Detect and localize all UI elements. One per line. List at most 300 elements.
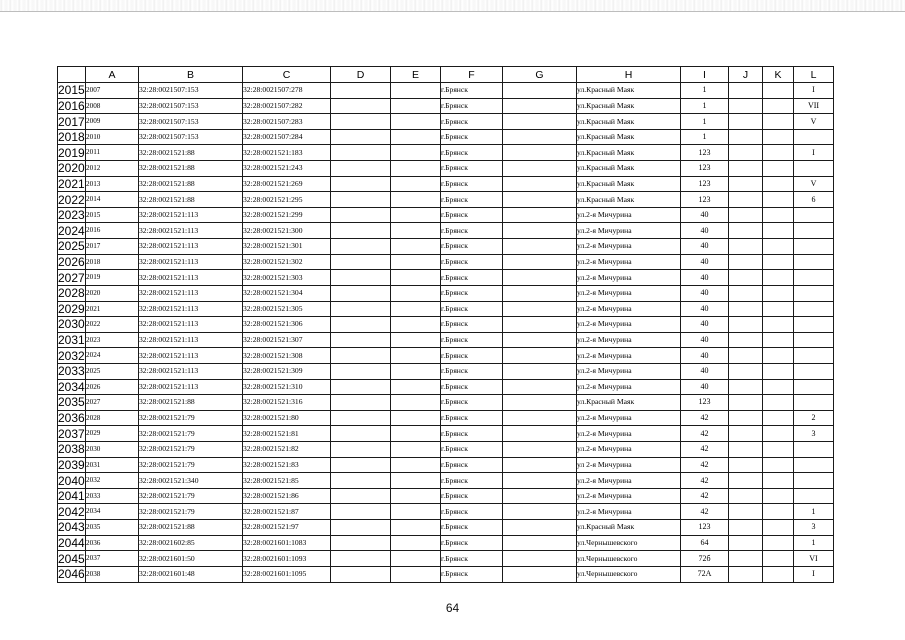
row-number: 2037 [58, 426, 85, 441]
cell-index: 2013 [86, 176, 139, 192]
cell-k [763, 254, 794, 270]
cell-k [763, 488, 794, 504]
cell-object-number: 32:28:0021521:97 [243, 520, 331, 536]
cell-street: ул.2-я Мичурина [577, 442, 681, 458]
cell-k [763, 239, 794, 255]
cell-k [763, 223, 794, 239]
table-row [58, 223, 834, 239]
cell-g [503, 395, 577, 411]
cell-house: 123 [681, 520, 729, 536]
cell-l [794, 254, 834, 270]
cell-d [331, 348, 391, 364]
cell-object-number: 32:28:0021521:303 [243, 270, 331, 286]
cell-street: ул.Красный Маяк [577, 176, 681, 192]
column-header-corner [58, 67, 86, 83]
column-header-c: C [243, 67, 331, 83]
table-body [58, 83, 834, 583]
cell-object-number: 32:28:0021521:300 [243, 223, 331, 239]
cell-g [503, 473, 577, 489]
cell-d [331, 239, 391, 255]
cell-street: ул.Чернышевского [577, 551, 681, 567]
cell-j [729, 285, 763, 301]
cell-parcel-number: 32:28:0021521:79 [139, 457, 243, 473]
cell-object-number: 32:28:0021521:307 [243, 332, 331, 348]
cell-d [331, 145, 391, 161]
cell-house: 123 [681, 176, 729, 192]
cell-d [331, 129, 391, 145]
row-number: 2038 [58, 442, 85, 457]
cell-parcel-number: 32:28:0021521:113 [139, 332, 243, 348]
table-row [58, 207, 834, 223]
cell-e [391, 410, 441, 426]
cell-index: 2012 [86, 161, 139, 177]
cell-j [729, 129, 763, 145]
cell-j [729, 520, 763, 536]
cell-street: ул.2-я Мичурина [577, 223, 681, 239]
cell-k [763, 98, 794, 114]
cell-parcel-number: 32:28:0021507:153 [139, 114, 243, 130]
cell-parcel-number: 32:28:0021521:79 [139, 504, 243, 520]
cell-j [729, 317, 763, 333]
cell-l: 1 [794, 535, 834, 551]
cell-e [391, 535, 441, 551]
cell-d [331, 332, 391, 348]
cell-g [503, 129, 577, 145]
cell-object-number: 32:28:0021507:278 [243, 83, 331, 99]
cell-j [729, 83, 763, 99]
cell-g [503, 207, 577, 223]
cell-street: ул.2-я Мичурина [577, 426, 681, 442]
cell-e [391, 176, 441, 192]
cell-d [331, 566, 391, 582]
cell-j [729, 504, 763, 520]
cell-index: 2022 [86, 317, 139, 333]
cell-j [729, 395, 763, 411]
cell-index: 2009 [86, 114, 139, 130]
cell-index: 2027 [86, 395, 139, 411]
cell-object-number: 32:28:0021521:308 [243, 348, 331, 364]
cell-e [391, 145, 441, 161]
row-number: 2031 [58, 333, 85, 348]
cell-index: 2019 [86, 270, 139, 286]
cell-city: г.Брянск [441, 83, 503, 99]
cell-object-number: 32:28:0021507:282 [243, 98, 331, 114]
cell-d [331, 223, 391, 239]
cell-j [729, 363, 763, 379]
cell-g [503, 551, 577, 567]
cell-d [331, 161, 391, 177]
column-header-g: G [503, 67, 577, 83]
cell-house: 64 [681, 535, 729, 551]
row-number: 2016 [58, 98, 85, 113]
cell-l [794, 239, 834, 255]
cell-object-number: 32:28:0021521:80 [243, 410, 331, 426]
cell-city: г.Брянск [441, 379, 503, 395]
cell-house: 1 [681, 114, 729, 130]
cell-g [503, 317, 577, 333]
cell-object-number: 32:28:0021507:283 [243, 114, 331, 130]
cell-l: 2 [794, 410, 834, 426]
cell-house: 42 [681, 504, 729, 520]
cell-street: ул.Красный Маяк [577, 192, 681, 208]
cell-street: ул.2-я Мичурина [577, 504, 681, 520]
cell-l: I [794, 145, 834, 161]
cell-l: 3 [794, 520, 834, 536]
cell-city: г.Брянск [441, 551, 503, 567]
cell-d [331, 395, 391, 411]
table-row [58, 348, 834, 364]
cell-k [763, 270, 794, 286]
cell-city: г.Брянск [441, 114, 503, 130]
table-row [58, 317, 834, 333]
cell-index: 2032 [86, 473, 139, 489]
cell-e [391, 457, 441, 473]
cell-k [763, 83, 794, 99]
cell-city: г.Брянск [441, 348, 503, 364]
column-header-b: B [139, 67, 243, 83]
table-row [58, 504, 834, 520]
cell-street: ул.2-я Мичурина [577, 332, 681, 348]
cell-j [729, 566, 763, 582]
cell-street: ул.Красный Маяк [577, 83, 681, 99]
cell-j [729, 488, 763, 504]
cell-index: 2014 [86, 192, 139, 208]
cell-parcel-number: 32:28:0021521:88 [139, 395, 243, 411]
cell-index: 2036 [86, 535, 139, 551]
cell-l: I [794, 83, 834, 99]
cell-street: ул.2-я Мичурина [577, 410, 681, 426]
cell-house: 40 [681, 332, 729, 348]
cell-city: г.Брянск [441, 473, 503, 489]
cell-house: 72А [681, 566, 729, 582]
cell-object-number: 32:28:0021521:183 [243, 145, 331, 161]
cell-k [763, 363, 794, 379]
row-number: 2018 [58, 130, 85, 145]
cell-street: ул.2-я Мичурина [577, 285, 681, 301]
cell-parcel-number: 32:28:0021507:153 [139, 129, 243, 145]
cell-j [729, 223, 763, 239]
table-row [58, 83, 834, 99]
cell-city: г.Брянск [441, 566, 503, 582]
row-number: 2025 [58, 239, 85, 254]
table-row [58, 176, 834, 192]
cell-index: 2007 [86, 83, 139, 99]
cell-e [391, 488, 441, 504]
cell-k [763, 176, 794, 192]
cell-d [331, 535, 391, 551]
cell-parcel-number: 32:28:0021521:79 [139, 426, 243, 442]
cell-house: 42 [681, 426, 729, 442]
cell-d [331, 473, 391, 489]
row-number: 2039 [58, 457, 85, 472]
cell-d [331, 301, 391, 317]
cell-j [729, 145, 763, 161]
cell-l [794, 129, 834, 145]
cell-e [391, 129, 441, 145]
cell-g [503, 285, 577, 301]
cell-g [503, 566, 577, 582]
page-number: 64 [445, 601, 460, 615]
cell-parcel-number: 32:28:0021521:88 [139, 520, 243, 536]
cell-house: 40 [681, 254, 729, 270]
cell-l: 1 [794, 504, 834, 520]
cell-house: 42 [681, 473, 729, 489]
cell-street: ул.Красный Маяк [577, 129, 681, 145]
column-header-l: L [794, 67, 834, 83]
row-number: 2041 [58, 489, 85, 504]
row-number: 2040 [58, 473, 85, 488]
cell-object-number: 32:28:0021521:310 [243, 379, 331, 395]
table-row [58, 161, 834, 177]
table-row [58, 410, 834, 426]
cell-g [503, 442, 577, 458]
table-row [58, 473, 834, 489]
cell-e [391, 332, 441, 348]
cell-k [763, 332, 794, 348]
cell-parcel-number: 32:28:0021521:340 [139, 473, 243, 489]
cell-street: ул.2-я Мичурина [577, 239, 681, 255]
cell-e [391, 270, 441, 286]
cell-l [794, 223, 834, 239]
table-row [58, 442, 834, 458]
table-row [58, 363, 834, 379]
cell-g [503, 504, 577, 520]
cell-k [763, 473, 794, 489]
cell-d [331, 176, 391, 192]
cell-l [794, 457, 834, 473]
cell-object-number: 32:28:0021521:302 [243, 254, 331, 270]
row-number: 2029 [58, 301, 85, 316]
cell-l [794, 332, 834, 348]
cell-l: I [794, 566, 834, 582]
table-row [58, 566, 834, 582]
column-header-f: F [441, 67, 503, 83]
cell-e [391, 551, 441, 567]
cell-house: 40 [681, 239, 729, 255]
cell-index: 2020 [86, 285, 139, 301]
cell-k [763, 301, 794, 317]
cell-j [729, 301, 763, 317]
cell-index: 2026 [86, 379, 139, 395]
cell-parcel-number: 32:28:0021602:85 [139, 535, 243, 551]
cell-j [729, 332, 763, 348]
cell-l [794, 363, 834, 379]
cell-index: 2035 [86, 520, 139, 536]
cell-city: г.Брянск [441, 161, 503, 177]
cell-l [794, 301, 834, 317]
table-row [58, 98, 834, 114]
cell-street: ул.Чернышевского [577, 535, 681, 551]
cell-house: 40 [681, 223, 729, 239]
cell-d [331, 317, 391, 333]
cell-object-number: 32:28:0021521:299 [243, 207, 331, 223]
table-row [58, 145, 834, 161]
cell-parcel-number: 32:28:0021521:113 [139, 348, 243, 364]
cell-k [763, 426, 794, 442]
cell-d [331, 379, 391, 395]
cell-city: г.Брянск [441, 207, 503, 223]
cell-e [391, 379, 441, 395]
table-row [58, 395, 834, 411]
cell-city: г.Брянск [441, 129, 503, 145]
cell-d [331, 207, 391, 223]
cell-g [503, 488, 577, 504]
cell-e [391, 473, 441, 489]
cell-street: ул.2-я Мичурина [577, 379, 681, 395]
cell-house: 72б [681, 551, 729, 567]
cell-g [503, 363, 577, 379]
cell-l [794, 395, 834, 411]
cell-k [763, 395, 794, 411]
cell-g [503, 176, 577, 192]
cell-index: 2011 [86, 145, 139, 161]
row-number: 2028 [58, 286, 85, 301]
cell-parcel-number: 32:28:0021521:113 [139, 317, 243, 333]
cell-k [763, 161, 794, 177]
cell-l [794, 442, 834, 458]
cell-l [794, 473, 834, 489]
cell-object-number: 32:28:0021601:1093 [243, 551, 331, 567]
cell-g [503, 114, 577, 130]
cell-k [763, 566, 794, 582]
row-number: 2030 [58, 317, 85, 332]
cell-object-number: 32:28:0021521:243 [243, 161, 331, 177]
cell-city: г.Брянск [441, 457, 503, 473]
cell-e [391, 566, 441, 582]
cell-j [729, 379, 763, 395]
cell-object-number: 32:28:0021521:82 [243, 442, 331, 458]
cell-house: 40 [681, 207, 729, 223]
cell-k [763, 457, 794, 473]
cell-object-number: 32:28:0021521:309 [243, 363, 331, 379]
cell-l: 3 [794, 426, 834, 442]
cell-l: 6 [794, 192, 834, 208]
cell-g [503, 426, 577, 442]
cell-parcel-number: 32:28:0021521:113 [139, 239, 243, 255]
cell-parcel-number: 32:28:0021507:153 [139, 83, 243, 99]
cell-parcel-number: 32:28:0021521:113 [139, 223, 243, 239]
cell-index: 2018 [86, 254, 139, 270]
cell-k [763, 410, 794, 426]
cell-e [391, 317, 441, 333]
column-header-e: E [391, 67, 441, 83]
cell-parcel-number: 32:28:0021521:88 [139, 176, 243, 192]
cell-house: 42 [681, 457, 729, 473]
cell-g [503, 301, 577, 317]
cell-house: 40 [681, 348, 729, 364]
row-number: 2045 [58, 551, 85, 566]
column-header-j: J [729, 67, 763, 83]
cell-index: 2017 [86, 239, 139, 255]
cell-d [331, 551, 391, 567]
cell-l: V [794, 114, 834, 130]
cell-e [391, 395, 441, 411]
cell-parcel-number: 32:28:0021521:88 [139, 192, 243, 208]
cell-city: г.Брянск [441, 395, 503, 411]
cell-index: 2029 [86, 426, 139, 442]
cell-house: 123 [681, 395, 729, 411]
cell-house: 1 [681, 83, 729, 99]
row-number: 2027 [58, 270, 85, 285]
scan-artifact-line [0, 11, 905, 12]
row-number: 2046 [58, 567, 85, 582]
cell-e [391, 504, 441, 520]
cell-object-number: 32:28:0021521:295 [243, 192, 331, 208]
cell-l [794, 161, 834, 177]
cell-city: г.Брянск [441, 426, 503, 442]
cell-object-number: 32:28:0021521:306 [243, 317, 331, 333]
cell-city: г.Брянск [441, 301, 503, 317]
cell-d [331, 520, 391, 536]
cell-g [503, 254, 577, 270]
cell-street: ул.2-я Мичурина [577, 473, 681, 489]
cell-city: г.Брянск [441, 285, 503, 301]
cell-e [391, 83, 441, 99]
cell-object-number: 32:28:0021601:1083 [243, 535, 331, 551]
cell-e [391, 426, 441, 442]
cell-street: ул.Красный Маяк [577, 161, 681, 177]
row-number: 2044 [58, 535, 85, 550]
table-row [58, 520, 834, 536]
cell-parcel-number: 32:28:0021521:113 [139, 270, 243, 286]
cell-j [729, 410, 763, 426]
cell-object-number: 32:28:0021521:87 [243, 504, 331, 520]
cell-l [794, 270, 834, 286]
cell-l: V [794, 176, 834, 192]
cell-city: г.Брянск [441, 254, 503, 270]
cell-e [391, 98, 441, 114]
cell-e [391, 301, 441, 317]
row-number: 2022 [58, 192, 85, 207]
cell-index: 2037 [86, 551, 139, 567]
cell-j [729, 348, 763, 364]
column-header-a: A [86, 67, 139, 83]
cell-k [763, 207, 794, 223]
cell-house: 40 [681, 270, 729, 286]
cell-e [391, 285, 441, 301]
cell-index: 2025 [86, 363, 139, 379]
cell-d [331, 114, 391, 130]
cell-parcel-number: 32:28:0021521:113 [139, 207, 243, 223]
cell-g [503, 457, 577, 473]
cell-object-number: 32:28:0021521:81 [243, 426, 331, 442]
cell-e [391, 161, 441, 177]
cell-k [763, 114, 794, 130]
cell-street: ул.2-я Мичурина [577, 254, 681, 270]
cell-g [503, 192, 577, 208]
cell-index: 2030 [86, 442, 139, 458]
row-number: 2024 [58, 223, 85, 238]
cell-g [503, 348, 577, 364]
cell-object-number: 32:28:0021507:284 [243, 129, 331, 145]
cell-street: ул.2-я Мичурина [577, 363, 681, 379]
cell-k [763, 442, 794, 458]
cell-j [729, 270, 763, 286]
cell-street: ул.2-я Мичурина [577, 348, 681, 364]
cell-street: ул.Красный Маяк [577, 520, 681, 536]
cell-city: г.Брянск [441, 176, 503, 192]
table-row [58, 114, 834, 130]
cell-e [391, 223, 441, 239]
cell-j [729, 207, 763, 223]
cell-object-number: 32:28:0021521:86 [243, 488, 331, 504]
cell-d [331, 504, 391, 520]
cell-city: г.Брянск [441, 239, 503, 255]
cell-object-number: 32:28:0021521:85 [243, 473, 331, 489]
cell-object-number: 32:28:0021521:83 [243, 457, 331, 473]
cell-city: г.Брянск [441, 98, 503, 114]
row-number: 2033 [58, 364, 85, 379]
